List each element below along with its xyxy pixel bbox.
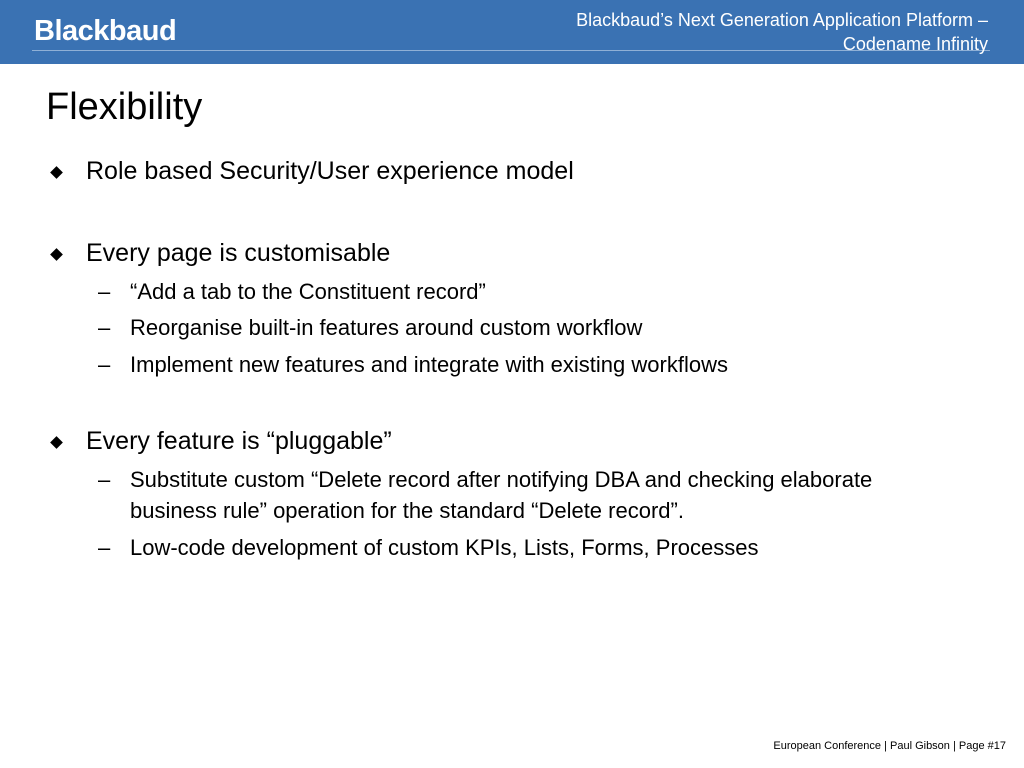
header-title-line2: Codename Infinity [842,34,988,54]
header-title-line1: Blackbaud’s Next Generation Application Platform – [576,10,988,30]
sub-bullet-text: Reorganise built-in features around custom workflow [130,315,643,340]
sub-bullet-text: “Add a tab to the Constituent record” [130,279,486,304]
dash-bullet: – [98,279,111,304]
dash-bullet: – [98,352,111,377]
slide-footer: European Conference | Paul Gibson | Page #17 [773,740,1006,752]
blackbaud-logo: Blackbaud [34,15,177,47]
bullet-text: Role based Security/User experience model [86,157,574,185]
dash-bullet: – [98,467,111,492]
slide-title: Flexibility [46,86,203,128]
diamond-bullet-icon [50,248,63,261]
sub-bullet-text: Implement new features and integrate with existing workflows [130,352,728,377]
bullet-text: Every feature is “pluggable” [86,427,392,455]
diamond-bullet-icon [50,436,63,449]
dash-bullet: – [98,535,111,560]
dash-bullet: – [98,315,111,340]
diamond-bullet-icon [50,166,63,179]
sub-bullet-text: Low-code development of custom KPIs, Lists, Forms, Processes [130,535,759,560]
sub-bullet-text: Substitute custom “Delete record after notifying DBA and checking elaborate business rule” operation for the standard “Delete record”. [130,467,873,523]
bullet-text: Every page is customisable [86,239,391,267]
